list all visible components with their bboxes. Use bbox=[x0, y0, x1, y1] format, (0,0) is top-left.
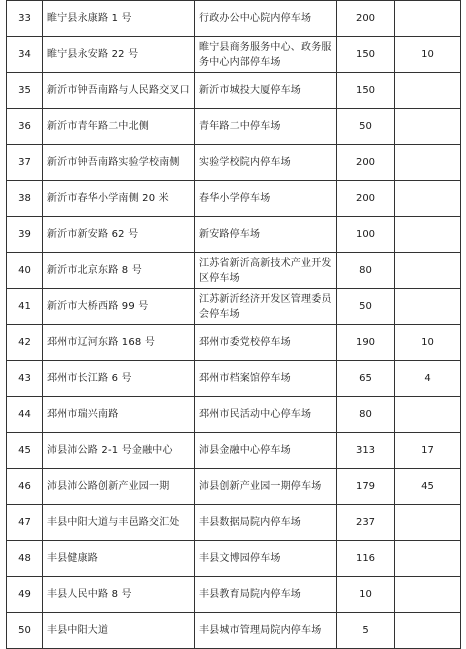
extra-spaces-cell bbox=[395, 505, 461, 541]
extra-spaces-cell bbox=[395, 289, 461, 325]
extra-spaces-cell: 4 bbox=[395, 361, 461, 397]
row-number-cell: 46 bbox=[7, 469, 43, 505]
row-number-cell: 40 bbox=[7, 253, 43, 289]
address-cell: 丰县中阳大道与丰邑路交汇处 bbox=[43, 505, 195, 541]
address-cell: 新沂市北京东路 8 号 bbox=[43, 253, 195, 289]
table-row bbox=[7, 577, 461, 613]
parking-lot-name-cell: 行政办公中心院内停车场 bbox=[195, 1, 337, 37]
address-cell: 睢宁县永安路 22 号 bbox=[43, 37, 195, 73]
address-cell: 新沂市青年路二中北侧 bbox=[43, 109, 195, 145]
table-row bbox=[7, 289, 461, 325]
parking-lot-name-cell: 邳州市档案馆停车场 bbox=[195, 361, 337, 397]
row-number-cell: 43 bbox=[7, 361, 43, 397]
address-cell: 新沂市钟吾南路与人民路交叉口 bbox=[43, 73, 195, 109]
parking-spaces-cell: 150 bbox=[337, 37, 395, 73]
parking-spaces-cell: 150 bbox=[337, 73, 395, 109]
parking-lot-name-cell: 青年路二中停车场 bbox=[195, 109, 337, 145]
parking-spaces-cell: 190 bbox=[337, 325, 395, 361]
row-number-cell: 36 bbox=[7, 109, 43, 145]
extra-spaces-cell bbox=[395, 397, 461, 433]
extra-spaces-cell bbox=[395, 541, 461, 577]
extra-spaces-cell bbox=[395, 181, 461, 217]
table-row bbox=[7, 469, 461, 505]
parking-spaces-cell: 237 bbox=[337, 505, 395, 541]
row-number-cell: 39 bbox=[7, 217, 43, 253]
table-row bbox=[7, 181, 461, 217]
parking-spaces-cell: 179 bbox=[337, 469, 395, 505]
parking-spaces-cell: 5 bbox=[337, 613, 395, 649]
parking-lot-name-cell: 新安路停车场 bbox=[195, 217, 337, 253]
row-number-cell: 38 bbox=[7, 181, 43, 217]
parking-lot-name-cell: 沛县金融中心停车场 bbox=[195, 433, 337, 469]
table-row bbox=[7, 253, 461, 289]
address-cell: 新沂市新安路 62 号 bbox=[43, 217, 195, 253]
parking-lot-name-cell: 春华小学停车场 bbox=[195, 181, 337, 217]
row-number-cell: 45 bbox=[7, 433, 43, 469]
table-row bbox=[7, 325, 461, 361]
parking-spaces-cell: 116 bbox=[337, 541, 395, 577]
extra-spaces-cell bbox=[395, 217, 461, 253]
parking-spaces-cell: 65 bbox=[337, 361, 395, 397]
table-body bbox=[7, 1, 461, 649]
row-number-cell: 47 bbox=[7, 505, 43, 541]
parking-lot-name-cell: 沛县创新产业园一期停车场 bbox=[195, 469, 337, 505]
parking-spaces-cell: 100 bbox=[337, 217, 395, 253]
address-cell: 丰县健康路 bbox=[43, 541, 195, 577]
parking-spaces-cell: 200 bbox=[337, 181, 395, 217]
parking-spaces-cell: 200 bbox=[337, 1, 395, 37]
parking-spaces-cell: 80 bbox=[337, 253, 395, 289]
extra-spaces-cell bbox=[395, 109, 461, 145]
row-number-cell: 34 bbox=[7, 37, 43, 73]
table-row bbox=[7, 109, 461, 145]
extra-spaces-cell: 10 bbox=[395, 325, 461, 361]
parking-lot-name-cell: 邳州市民活动中心停车场 bbox=[195, 397, 337, 433]
address-cell: 新沂市春华小学南侧 20 米 bbox=[43, 181, 195, 217]
row-number-cell: 49 bbox=[7, 577, 43, 613]
table-row bbox=[7, 433, 461, 469]
parking-spaces-cell: 50 bbox=[337, 109, 395, 145]
address-cell: 睢宁县永康路 1 号 bbox=[43, 1, 195, 37]
parking-spaces-cell: 313 bbox=[337, 433, 395, 469]
table-row bbox=[7, 505, 461, 541]
extra-spaces-cell: 45 bbox=[395, 469, 461, 505]
table-row bbox=[7, 397, 461, 433]
row-number-cell: 35 bbox=[7, 73, 43, 109]
row-number-cell: 44 bbox=[7, 397, 43, 433]
table-row bbox=[7, 361, 461, 397]
extra-spaces-cell: 10 bbox=[395, 37, 461, 73]
parking-spaces-cell: 50 bbox=[337, 289, 395, 325]
extra-spaces-cell bbox=[395, 145, 461, 181]
address-cell: 沛县沛公路 2-1 号金融中心 bbox=[43, 433, 195, 469]
parking-spaces-cell: 80 bbox=[337, 397, 395, 433]
table-row bbox=[7, 541, 461, 577]
row-number-cell: 50 bbox=[7, 613, 43, 649]
address-cell: 丰县人民中路 8 号 bbox=[43, 577, 195, 613]
table-row bbox=[7, 145, 461, 181]
address-cell: 邳州市长江路 6 号 bbox=[43, 361, 195, 397]
parking-lot-name-cell: 睢宁县商务服务中心、政务服务中心内部停车场 bbox=[195, 37, 337, 73]
address-cell: 新沂市大桥西路 99 号 bbox=[43, 289, 195, 325]
extra-spaces-cell bbox=[395, 613, 461, 649]
row-number-cell: 42 bbox=[7, 325, 43, 361]
row-number-cell: 37 bbox=[7, 145, 43, 181]
parking-spaces-cell: 200 bbox=[337, 145, 395, 181]
parking-lot-name-cell: 江苏省新沂高新技术产业开发区停车场 bbox=[195, 253, 337, 289]
parking-lot-name-cell: 实验学校院内停车场 bbox=[195, 145, 337, 181]
address-cell: 邳州市辽河东路 168 号 bbox=[43, 325, 195, 361]
row-number-cell: 41 bbox=[7, 289, 43, 325]
parking-lot-table bbox=[6, 0, 461, 649]
table-row bbox=[7, 613, 461, 649]
table-row bbox=[7, 1, 461, 37]
parking-lot-name-cell: 丰县文博园停车场 bbox=[195, 541, 337, 577]
parking-lot-name-cell: 丰县数据局院内停车场 bbox=[195, 505, 337, 541]
parking-spaces-cell: 10 bbox=[337, 577, 395, 613]
address-cell: 邳州市瑞兴南路 bbox=[43, 397, 195, 433]
address-cell: 沛县沛公路创新产业园一期 bbox=[43, 469, 195, 505]
extra-spaces-cell bbox=[395, 1, 461, 37]
parking-lot-name-cell: 邳州市委党校停车场 bbox=[195, 325, 337, 361]
parking-lot-name-cell: 丰县教育局院内停车场 bbox=[195, 577, 337, 613]
table-row bbox=[7, 73, 461, 109]
parking-lot-name-cell: 新沂市城投大厦停车场 bbox=[195, 73, 337, 109]
table-row bbox=[7, 37, 461, 73]
row-number-cell: 33 bbox=[7, 1, 43, 37]
address-cell: 丰县中阳大道 bbox=[43, 613, 195, 649]
row-number-cell: 48 bbox=[7, 541, 43, 577]
parking-lot-name-cell: 丰县城市管理局院内停车场 bbox=[195, 613, 337, 649]
extra-spaces-cell bbox=[395, 73, 461, 109]
parking-lot-name-cell: 江苏新沂经济开发区管理委员会停车场 bbox=[195, 289, 337, 325]
extra-spaces-cell bbox=[395, 577, 461, 613]
extra-spaces-cell bbox=[395, 253, 461, 289]
table-row bbox=[7, 217, 461, 253]
address-cell: 新沂市钟吾南路实验学校南侧 bbox=[43, 145, 195, 181]
extra-spaces-cell: 17 bbox=[395, 433, 461, 469]
